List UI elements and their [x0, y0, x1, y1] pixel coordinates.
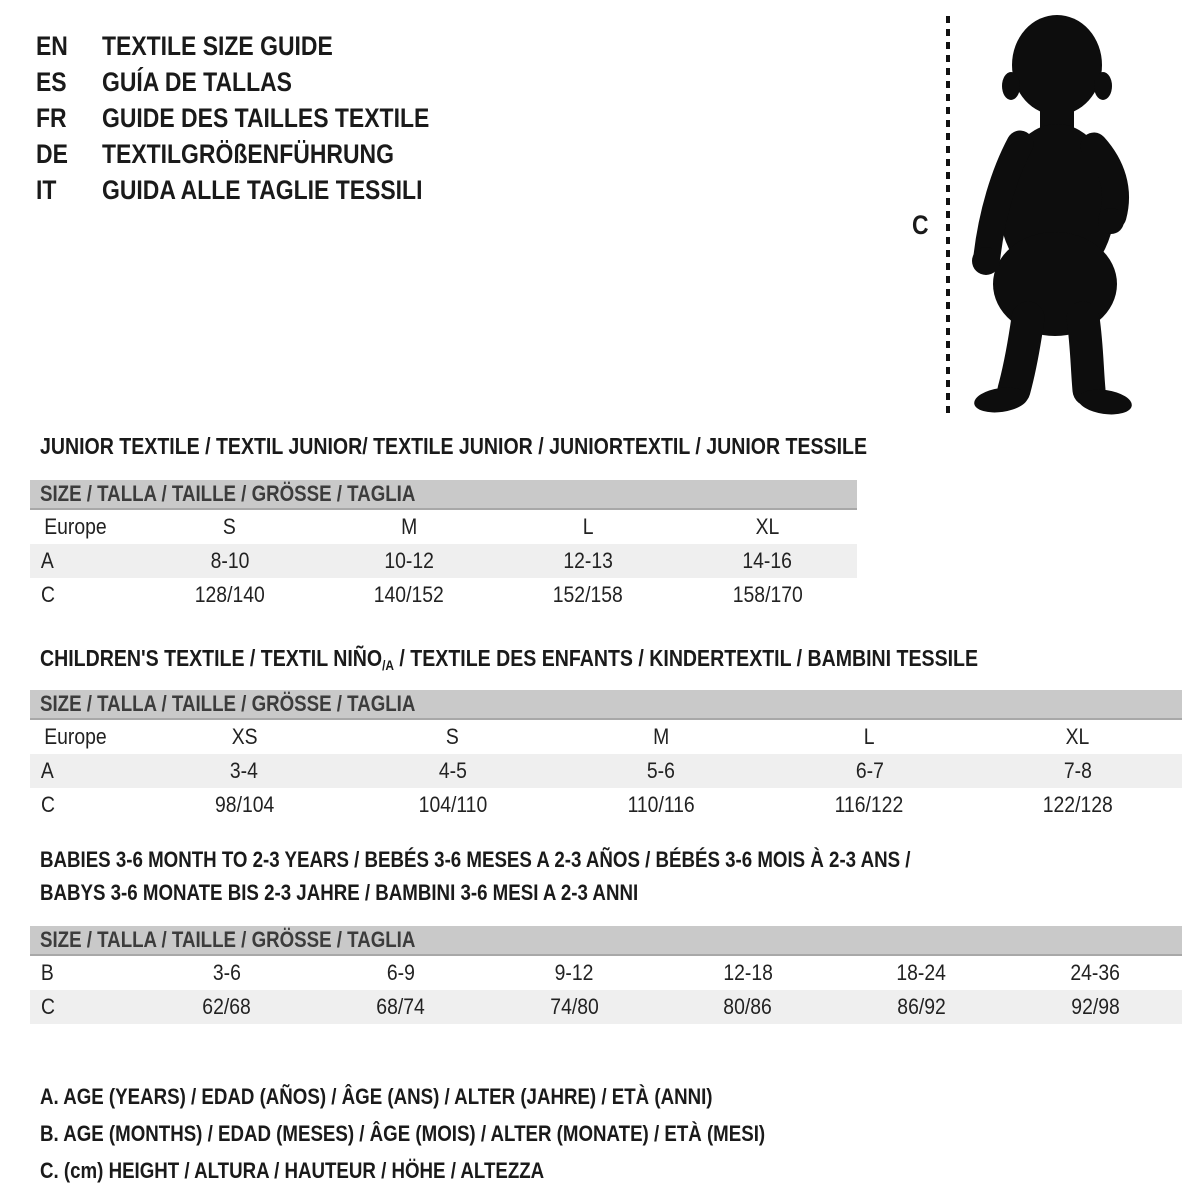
table-cell: 158/170	[732, 582, 803, 607]
page-title-fr: GUIDE DES TAILLES TEXTILE	[102, 102, 430, 133]
babies-size-table	[30, 926, 1182, 1024]
table-row	[30, 990, 1182, 1024]
table-cell: 92/98	[1070, 994, 1120, 1019]
row-label: C	[40, 582, 55, 607]
language-row-en	[36, 28, 487, 64]
row-label: C	[40, 994, 55, 1019]
row-label: A	[40, 548, 54, 573]
table-cell: 104/110	[418, 792, 487, 817]
language-row-fr	[36, 100, 487, 136]
table-cell: 5-6	[647, 758, 675, 783]
table-cell: 10-12	[384, 548, 434, 573]
table-cell: 122/128	[1042, 792, 1113, 817]
table-cell: S	[223, 514, 237, 539]
row-label: A	[40, 758, 54, 783]
language-row-es	[36, 64, 487, 100]
table-cell: 12-18	[723, 960, 773, 985]
table-cell: 140/152	[373, 582, 444, 607]
table-row	[30, 956, 1182, 990]
table-row	[30, 544, 857, 578]
table-cell: 7-8	[1063, 758, 1092, 783]
language-code: IT	[36, 174, 57, 205]
language-code: FR	[36, 102, 67, 133]
junior-section-title: JUNIOR TEXTILE / TEXTIL JUNIOR/ TEXTILE JUNIOR / JUNIORTEXTIL / JUNIOR TESSILE	[40, 433, 868, 459]
table-cell: 6-9	[386, 960, 415, 985]
language-row-it	[36, 172, 487, 208]
page-title-es: GUÍA DE TALLAS	[102, 66, 292, 97]
junior-size-table	[30, 480, 857, 612]
language-code: ES	[36, 66, 67, 97]
children-size-table	[30, 690, 1182, 822]
table-cell: 8-10	[210, 548, 249, 573]
table-cell: M	[400, 514, 417, 539]
language-code: EN	[36, 30, 68, 61]
table-cell: 86/92	[897, 994, 946, 1019]
table-cell: XS	[231, 724, 258, 749]
table-row	[30, 754, 1182, 788]
table-row	[30, 578, 857, 612]
table-cell: 116/122	[835, 792, 904, 817]
height-measure-dashed-line	[946, 16, 950, 416]
table-cell: 6-7	[855, 758, 884, 783]
language-code: DE	[36, 138, 68, 169]
table-cell: 74/80	[549, 994, 599, 1019]
babies-section-title: BABIES 3-6 MONTH TO 2-3 YEARS / BEBÉS 3-6 MESES A 2-3 AÑOS / BÉBÉS 3-6 MOIS À 2-3 ANS / BABYS 3-6 MONATE BIS 2-3 JAHRE / BAMBINI 3-6 MESI A 2-3 ANNI	[40, 847, 911, 905]
table-cell: 14-16	[742, 548, 793, 573]
table-cell: 80/86	[723, 994, 773, 1019]
language-row-de	[36, 136, 487, 172]
table-cell: M	[652, 724, 670, 749]
table-cell: XL	[1065, 724, 1090, 749]
children-title-subscript: /A	[382, 657, 394, 673]
footnote-c: C. (cm) HEIGHT / ALTURA / HAUTEUR / HÖHE / ALTEZZA	[40, 1157, 545, 1183]
size-header-band: SIZE / TALLA / TAILLE / GRÖSSE / TAGLIA	[30, 480, 857, 510]
table-row	[30, 510, 857, 544]
table-cell: 62/68	[202, 994, 252, 1019]
table-cell: 24-36	[1070, 960, 1120, 985]
table-cell: 9-12	[554, 960, 594, 985]
table-cell: 110/116	[627, 792, 695, 817]
children-section-title: CHILDREN'S TEXTILE / TEXTIL NIÑO/A / TEXTILE DES ENFANTS / KINDERTEXTIL / BAMBINI TESSILE	[40, 645, 979, 673]
table-cell: 68/74	[376, 994, 425, 1019]
row-label: Europe	[44, 514, 107, 539]
page-title-de: TEXTILGRÖßENFÜHRUNG	[102, 138, 394, 169]
table-cell: 18-24	[896, 960, 947, 985]
table-cell: 12-13	[563, 548, 613, 573]
table-row	[30, 788, 1182, 822]
row-label: Europe	[44, 724, 107, 749]
table-cell: 128/140	[194, 582, 265, 607]
table-cell: 3-4	[230, 758, 259, 783]
table-cell: 4-5	[438, 758, 467, 783]
table-cell: XL	[755, 514, 780, 539]
table-row	[30, 720, 1182, 754]
footnote-legend	[40, 1078, 893, 1189]
table-cell: L	[864, 724, 875, 749]
page-title-it: GUIDA ALLE TAGLIE TESSILI	[102, 174, 423, 205]
size-header-band: SIZE / TALLA / TAILLE / GRÖSSE / TAGLIA	[30, 926, 1182, 956]
row-label: B	[40, 960, 54, 985]
table-cell: S	[446, 724, 460, 749]
row-label: C	[40, 792, 55, 817]
table-cell: L	[582, 514, 594, 539]
footnote-a: A. AGE (YEARS) / EDAD (AÑOS) / ÂGE (ANS) / ALTER (JAHRE) / ETÀ (ANNI)	[40, 1083, 713, 1109]
table-cell: 98/104	[214, 792, 274, 817]
table-cell: 152/158	[553, 582, 624, 607]
footnote-b: B. AGE (MONTHS) / EDAD (MESES) / ÂGE (MOIS) / ALTER (MONATE) / ETÀ (MESI)	[40, 1120, 766, 1146]
height-measure-label: C	[912, 210, 929, 240]
table-cell: 3-6	[212, 960, 241, 985]
language-title-list	[36, 28, 487, 208]
page-title: TEXTILE SIZE GUIDE	[102, 30, 333, 61]
size-header-band: SIZE / TALLA / TAILLE / GRÖSSE / TAGLIA	[30, 690, 1182, 720]
toddler-silhouette	[968, 12, 1150, 416]
